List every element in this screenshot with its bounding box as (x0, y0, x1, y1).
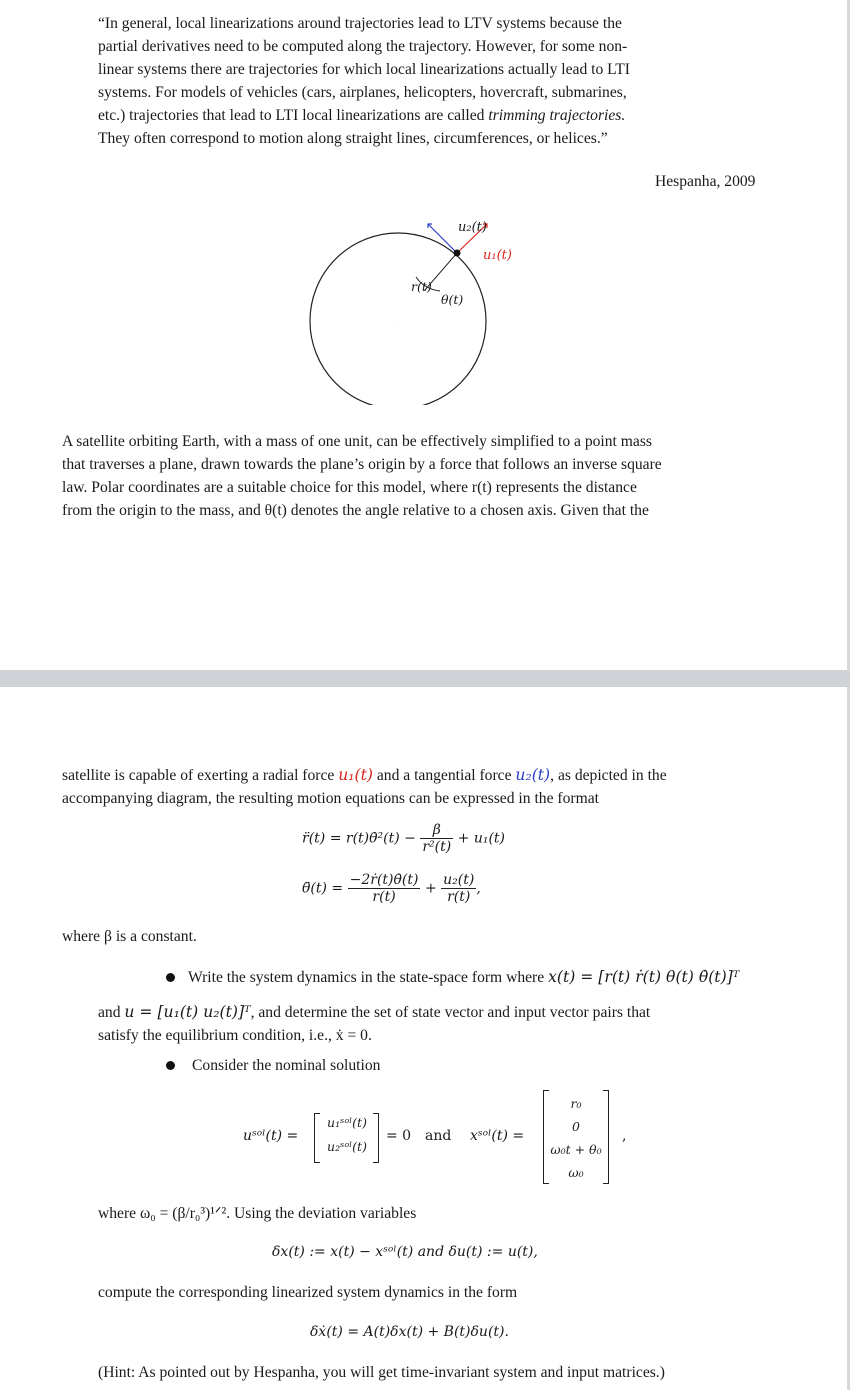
intro-line-1: A satellite orbiting Earth, with a mass of one unit, can be effectively simplified to a point mass (62, 433, 652, 450)
satellite-point (454, 250, 461, 257)
intro-line-5: satellite is capable of exerting a radial force u₁(t) and a tangential force u₂(t), as depicted in the (62, 766, 667, 784)
compute-line: compute the corresponding linearized system dynamics in the form (98, 1284, 518, 1301)
xsol-entry-1: r₀ (570, 1096, 582, 1111)
u1-inline: u₁(t) (338, 766, 373, 784)
state-vector-def: x(t) = [r(t) ṙ(t) θ(t) θ̇(t)]ᵀ (548, 968, 740, 986)
intro-line-6: accompanying diagram, the resulting motion equations can be expressed in the format (62, 790, 599, 807)
input-vector-def: u = [u₁(t) u₂(t)]ᵀ (124, 1003, 251, 1021)
usol-zero: = 0 (386, 1128, 412, 1144)
quote-line-1: “In general, local linearizations around trajectories lead to LTV systems because the (98, 15, 622, 32)
usol-bracket-right (373, 1113, 379, 1163)
quote-line-6: They often correspond to motion along straight lines, circumferences, or helices.” (98, 130, 608, 147)
trimming-trajectories-term: trimming trajectories. (488, 107, 626, 124)
usol-entry-2: u₂ˢᵒˡ(t) (327, 1139, 367, 1154)
task1-line-3: satisfy the equilibrium condition, i.e., ẋ = 0. (98, 1027, 372, 1044)
u1-label: u₁(t) (483, 248, 512, 263)
xsol-entry-4: ω₀ (568, 1165, 584, 1180)
quote-attribution: Hespanha, 2009 (655, 173, 756, 190)
bullet-2 (166, 1061, 175, 1070)
hint-line: (Hint: As pointed out by Hespanha, you will get time-invariant system and input matrices.) (98, 1364, 665, 1381)
theta-label: θ(t) (441, 292, 464, 307)
xsol-comma: , (622, 1128, 627, 1144)
orbit-diagram (300, 205, 540, 405)
task1-line-2: and u = [u₁(t) u₂(t)]ᵀ, and determine the set of state vector and input vector pairs that (98, 1003, 651, 1021)
where-omega: where ω₀ = (β/r₀³)¹ᐟ². Using the deviation variables (98, 1205, 417, 1222)
xsol-entry-3: ω₀t + θ₀ (550, 1142, 602, 1157)
radius-gap (398, 291, 425, 321)
intro-line-2: that traverses a plane, drawn towards the plane’s origin by a force that follows an inverse square (62, 456, 662, 473)
task1-line-1: Write the system dynamics in the state-space form where x(t) = [r(t) ṙ(t) θ(t) θ̇(t)]ᵀ (188, 968, 740, 986)
r-label: r(t) (411, 279, 432, 294)
task2-heading: Consider the nominal solution (192, 1057, 381, 1074)
quote-line-4: systems. For models of vehicles (cars, airplanes, helicopters, hovercraft, submarines, (98, 84, 627, 101)
xsol-lhs: xˢᵒˡ(t) = (470, 1128, 525, 1144)
intro-line-3: law. Polar coordinates are a suitable choice for this model, where r(t) represents the distance (62, 479, 637, 496)
where-beta: where β is a constant. (62, 928, 197, 945)
u2-arrow (428, 224, 457, 253)
deviation-variables: δx(t) := x(t) − xˢᵒˡ(t) and δu(t) := u(t), (272, 1244, 538, 1260)
page-break-gap (0, 670, 850, 687)
xsol-bracket-right (603, 1090, 609, 1184)
motion-equation-theta: θ̈(t) = $\frac{\text{−2ṙ(t)θ̇(t)}}{r(t)}$ + $\frac{\text{u₂(t)}}{r(t)}$ , (302, 872, 481, 905)
u2-inline: u₂(t) (515, 766, 551, 784)
bullet-1 (166, 973, 175, 982)
motion-equation-r: r̈(t) = r(t)θ̇²(t) − $\frac{\beta}{\text{r²(t)}}$ + u₁(t) (302, 822, 506, 855)
xsol-entry-2: 0 (572, 1119, 580, 1134)
intro-line-4: from the origin to the mass, and θ(t) denotes the angle relative to a chosen axis. Given that the (62, 502, 649, 519)
usol-entry-1: u₁ˢᵒˡ(t) (327, 1115, 367, 1130)
quote-line-3: linear systems there are trajectories for which local linearizations actually lead to LTI (98, 61, 630, 78)
quote-line-2: partial derivatives need to be computed along the trajectory. However, for some non- (98, 38, 628, 55)
u2-label: u₂(t) (458, 220, 487, 235)
usol-lhs: uˢᵒˡ(t) = (243, 1128, 299, 1144)
quote-line-5: etc.) trajectories that lead to LTI local linearizations are called trimming trajectories. (98, 107, 626, 124)
linearized-equation: δẋ(t) = A(t)δx(t) + B(t)δu(t). (310, 1324, 509, 1340)
and-word: and (425, 1128, 452, 1144)
